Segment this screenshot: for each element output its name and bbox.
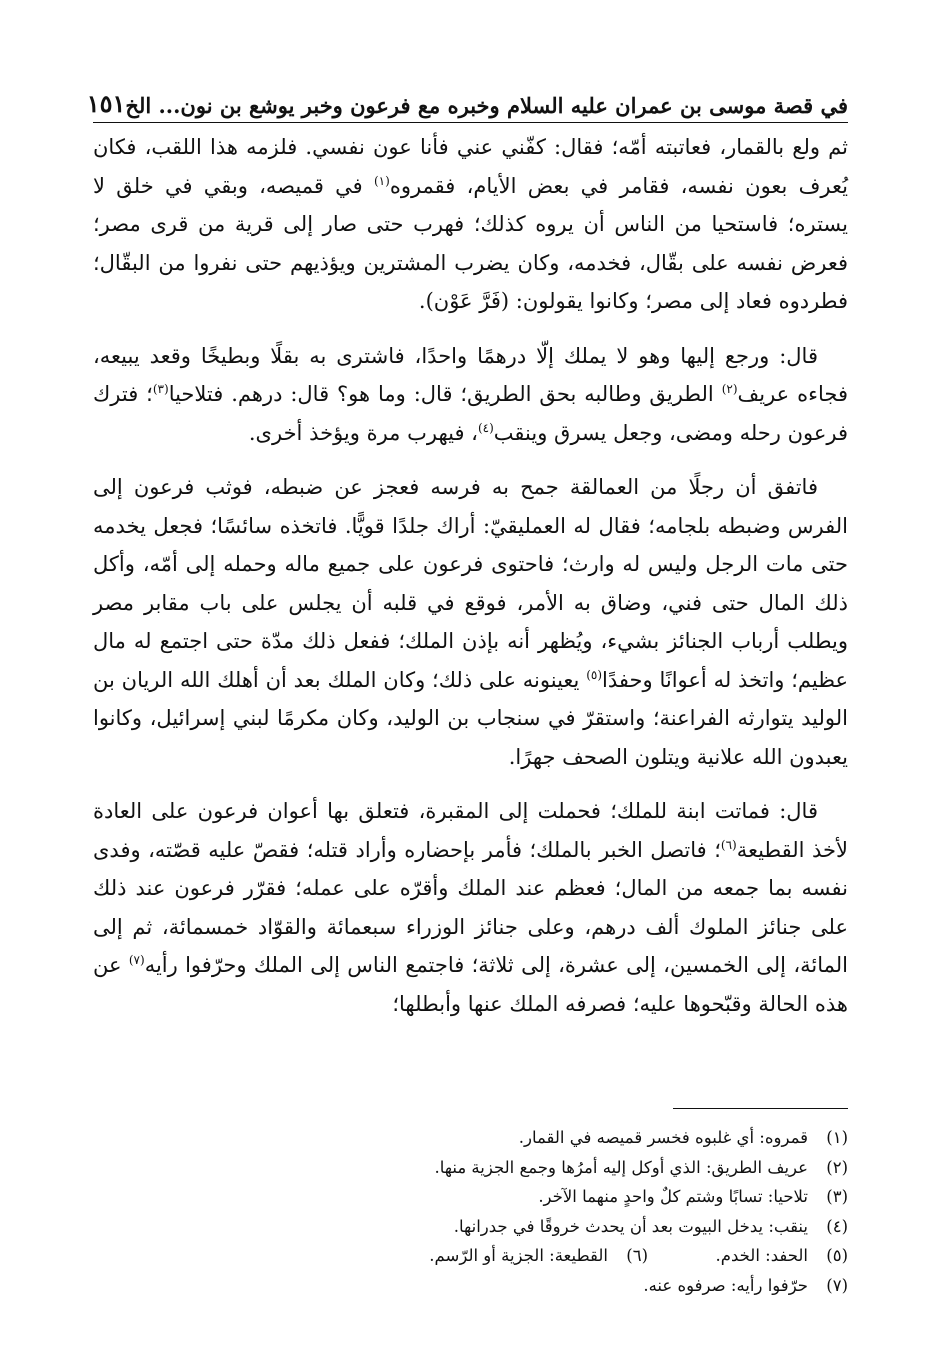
footnote-1 bbox=[93, 1123, 848, 1153]
footnote-text: القطيعة: الجزية أو الرّسم. bbox=[429, 1246, 608, 1265]
footnote-number: (٢) bbox=[826, 1157, 848, 1177]
footnote-5 bbox=[648, 1241, 848, 1271]
footnote-text: الحفد: الخدم. bbox=[715, 1246, 808, 1265]
main-text bbox=[93, 128, 848, 1039]
text-run: عن هذه الحالة وقبّحوها عليه؛ فصرفه الملك عنها وأبطلها؛ bbox=[93, 953, 848, 1016]
text-run: قال: فماتت ابنة للملك؛ فحملت إلى المقبرة، فتعلق بها أعوان فرعون على العادة لأخذ القطيعة bbox=[93, 799, 848, 862]
body-paragraph bbox=[93, 792, 848, 1023]
footnote-number: (١) bbox=[826, 1128, 848, 1147]
text-run: ؛ فترك فرعون رحله ومضى، وجعل يسرق وينقب bbox=[93, 382, 848, 445]
body-paragraph bbox=[93, 468, 848, 776]
footnote-text: تلاحيا: تسابًا وشتم كلٌ واحدٍ منهما الآخر. bbox=[538, 1187, 808, 1206]
footnote-ref: (١) bbox=[373, 173, 390, 188]
footnote-separator bbox=[673, 1108, 848, 1109]
text-run: ، فيهرب مرة ويؤخذ أخرى. bbox=[248, 420, 478, 445]
footnote-4 bbox=[93, 1212, 848, 1242]
footnote-ref: (٣) bbox=[152, 382, 169, 396]
text-run: فاتفق أن رجلًا من العمالقة جمح به فرسه فعجز عن ضبطه، فوثب فرعون إلى الفرس وضبطه بلجامه؛ فقال له العمليقيّ: أراك جلدًا قويًّا. فاتخذه سائسًا؛ فجعل يخدمه حتى مات الرجل وليس له وارث؛ فاحتوى فرعون على جميع ماله وحمله إلى أمّه، وأكل ذلك المال حتى فني، وضاق به الأمر، فوقع في قلبه أن يجلس على باب مقابر مصر ويطلب أرباب الجنائز بشيء، ويُظهر أنه بإذن الملك؛ ففعل ذلك مدّة حتى اجتمع له مال عظيم؛ واتخذ له أعوانًا وحفدًا bbox=[93, 475, 848, 692]
body-paragraph bbox=[93, 337, 848, 453]
footnote-7 bbox=[93, 1271, 848, 1301]
footnote-ref: (٥) bbox=[586, 667, 603, 682]
footnote-number: (٥) bbox=[826, 1246, 848, 1265]
footnote-text: ينقب: يدخل البيوت بعد أن يحدث خروقًا في جدرانها. bbox=[453, 1216, 808, 1236]
footnote-number: (٣) bbox=[826, 1187, 848, 1206]
header-title: في قصة موسى بن عمران عليه السلام وخبره مع فرعون وخبر يوشع بن نون... الخ bbox=[125, 93, 848, 118]
footnote-number: (٦) bbox=[626, 1246, 648, 1265]
text-run: قال: ورجع إليها وهو لا يملك إلّا درهمًا واحدًا، فاشترى به بقلًا وبطيخًا وقعد يبيعه، فجاءه عريف bbox=[93, 343, 848, 406]
footnote-ref: (٢) bbox=[721, 382, 738, 396]
running-header bbox=[86, 82, 848, 123]
body-paragraph bbox=[93, 128, 848, 321]
footnotes bbox=[93, 1123, 848, 1300]
footnote-2 bbox=[93, 1153, 848, 1183]
footnote-text: عريف الطريق: الذي أوكل إليه أمرُها وجمع الجزية منها. bbox=[434, 1157, 808, 1177]
footnote-text: حرّفوا رأيه: صرفوه عنه. bbox=[643, 1275, 808, 1295]
footnote-ref: (٧) bbox=[128, 953, 145, 967]
footnote-row bbox=[93, 1241, 848, 1271]
footnote-ref: (٦) bbox=[720, 837, 737, 852]
text-run: يعينونه على ذلك؛ وكان الملك بعد أن أهلك الله الريان بن الوليد يتوارثه الفراعنة؛ واستقرّ في سنجاب بن الوليد، وكان مكرمًا لبني إسرائيل، وكانوا يعبدون الله علانية ويتلون الصحف جهرًا. bbox=[93, 667, 848, 769]
text-run: ؛ فاتصل الخبر بالملك؛ فأمر بإحضاره وأراد قتله؛ فقصّ عليه قصّته، وفدى نفسه بما جمعه من المال؛ فعظم عند الملك وأقرّه على عمله؛ فقرّر فرعون عند ذلك على جنائز الملوك ألف درهم، وعلى جنائز الوزراء سبعمائة والقوّاد خمسمائة، ثم إلى المائة، إلى الخمسين، إلى عشرة، إلى ثلاثة؛ فاجتمع الناس إلى الملك وحرّفوا رأيه bbox=[93, 837, 848, 977]
footnote-6 bbox=[429, 1241, 648, 1271]
footnote-3 bbox=[93, 1182, 848, 1212]
text-run: الطريق وطالبه بحق الطريق؛ قال: وما هو؟ قال: درهم. فتلاحيا bbox=[168, 382, 722, 406]
footnote-text: قمروه: أي غلبوه فخسر قميصه في القمار. bbox=[518, 1128, 808, 1147]
footnote-ref: (٤) bbox=[477, 420, 494, 435]
footnote-number: (٧) bbox=[826, 1275, 848, 1295]
page-number: ١٥١ bbox=[86, 89, 126, 118]
text-run: في قميصه، وبقي في خلق لا يستره؛ فاستحيا من الناس أن يروه كذلك؛ فهرب حتى صار إلى قرية من قرى مصر؛ فعرض نفسه على بقّال، فخدمه، وكان يضرب المشترين ويؤذيهم حتى نفروا من البقّال؛ فطردوه فعاد إلى مصر؛ وكانوا يقولون: (فَرَّ عَوْن). bbox=[93, 173, 848, 313]
text-run: ثم ولع بالقمار، فعاتبته أمّه؛ فقال: كفّني عني فأنا عون نفسي. فلزمه هذا اللقب، فكان يُعرف بعون نفسه، فقامر في بعض الأيام، فقمروه bbox=[93, 135, 848, 198]
footnote-number: (٤) bbox=[826, 1216, 848, 1236]
